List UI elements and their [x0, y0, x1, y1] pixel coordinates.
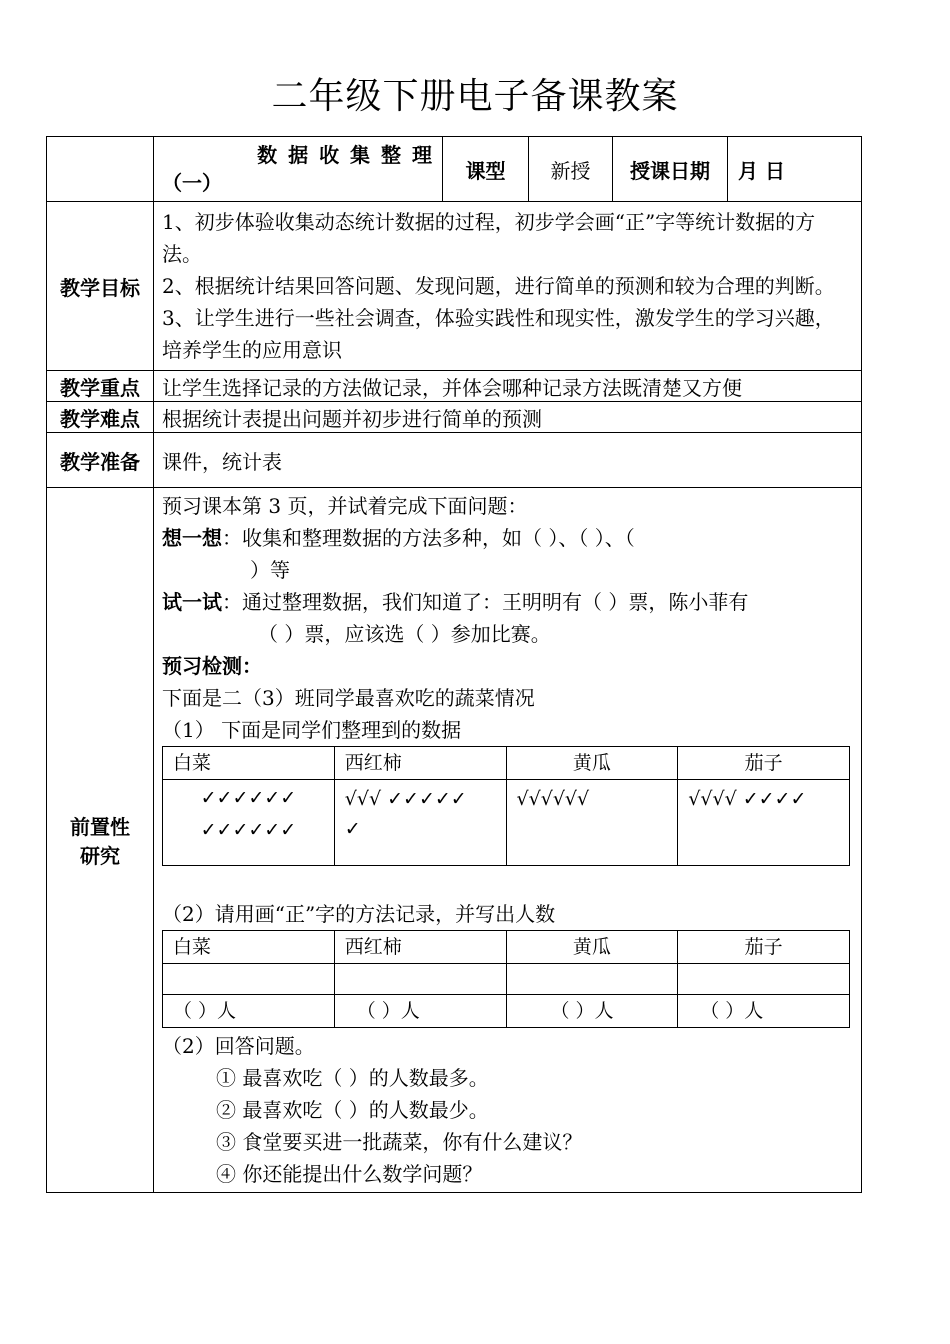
- tally-cucumber: √√√√√√: [506, 780, 678, 866]
- tally-cabbage-line1: ✓✓✓✓✓✓: [200, 787, 297, 809]
- preview-content: [154, 488, 862, 1193]
- tally-tomato-line2: ✓: [344, 818, 361, 840]
- check-label: 预习检测：: [162, 654, 262, 678]
- preview-label-line2: 研究: [80, 844, 120, 868]
- zheng-blank-eggplant: [678, 964, 850, 995]
- page-title: 二年级下册电子备课教案: [271, 76, 679, 117]
- objectives-content: [154, 202, 862, 371]
- lesson-title: 数 据 收 集 整 理: [257, 143, 434, 167]
- zheng-blank-tomato: [334, 964, 506, 995]
- tally-data-row: [163, 780, 850, 866]
- key-points-row: [47, 371, 862, 402]
- think-continued: ）等: [250, 558, 290, 582]
- veg-tomato: 西红柿: [334, 747, 506, 780]
- difficulties-label: 教学难点: [47, 402, 154, 433]
- zheng-blank-cabbage: [163, 964, 335, 995]
- question-1: （1） 下面是同学们整理到的数据: [162, 718, 462, 742]
- answer-1: ① 最喜欢吃（ ）的人数最多。: [216, 1066, 489, 1090]
- answer-4: ④ 你还能提出什么数学问题？: [216, 1162, 483, 1186]
- zheng-table: [162, 930, 850, 1028]
- count-cucumber: （ ）人: [506, 995, 678, 1028]
- spacer: [162, 866, 853, 898]
- key-points-label: 教学重点: [47, 371, 154, 402]
- preview-label: [47, 488, 154, 1193]
- zheng-blank-row: [163, 964, 850, 995]
- tally-cabbage-line2: ✓✓✓✓✓✓: [200, 819, 297, 841]
- objective-3: 3、让学生进行一些社会调查，体验实践性和现实性，激发学生的学习兴趣，培养学生的应用意识: [162, 306, 835, 362]
- lesson-subtitle: （一）: [162, 171, 222, 195]
- veg-eggplant: 茄子: [678, 747, 850, 780]
- try-label: 试一试: [162, 590, 222, 614]
- count-cabbage: （ ）人: [163, 995, 335, 1028]
- type-value: 新授: [529, 137, 613, 202]
- type-label: 课型: [443, 137, 529, 202]
- answer-2: ② 最喜欢吃（ ）的人数最少。: [216, 1098, 489, 1122]
- tally-eggplant: √√√√ ✓✓✓✓: [678, 780, 850, 866]
- zheng-veg-cucumber: 黄瓜: [506, 931, 678, 964]
- zheng-count-row: [163, 995, 850, 1028]
- objectives-label: 教学目标: [47, 202, 154, 371]
- tally-header-row: [163, 747, 850, 780]
- preparation-label: 教学准备: [47, 433, 154, 488]
- think-line: [162, 522, 853, 554]
- think-label: 想一想: [162, 526, 222, 550]
- veg-cucumber: 黄瓜: [506, 747, 678, 780]
- zheng-veg-tomato: 西红柿: [334, 931, 506, 964]
- difficulties-row: [47, 402, 862, 433]
- date-label: 授课日期: [613, 137, 728, 202]
- preview-row: [47, 488, 862, 1193]
- preparation-row: [47, 433, 862, 488]
- objectives-row: [47, 202, 862, 371]
- tally-tomato: [334, 780, 506, 866]
- think-text: ：收集和整理数据的方法多种，如（ ）、（ ）、（: [222, 526, 635, 550]
- try-line: [162, 586, 853, 618]
- objective-2: 2、根据统计结果回答问题、发现问题，进行简单的预测和较为合理的判断。: [162, 274, 835, 298]
- tally-cabbage: [163, 780, 335, 866]
- date-value: 月 日: [728, 137, 862, 202]
- veg-cabbage: 白菜: [163, 747, 335, 780]
- lesson-title-cell: [154, 137, 443, 202]
- zheng-header-row: [163, 931, 850, 964]
- objective-1: 1、初步体验收集动态统计数据的过程，初步学会画“正”字等统计数据的方法。: [162, 210, 816, 266]
- try-continued: （ ）票，应该选（ ）参加比赛。: [258, 622, 551, 646]
- tally-table: [162, 746, 850, 866]
- preparation-text: 课件，统计表: [154, 433, 862, 488]
- lesson-plan-table: [46, 136, 862, 1193]
- preview-description: 下面是二（3）班同学最喜欢吃的蔬菜情况: [162, 686, 535, 710]
- header-row: [47, 137, 862, 202]
- preview-label-line1: 前置性: [70, 815, 130, 839]
- preview-intro: 预习课本第 3 页，并试着完成下面问题：: [162, 494, 528, 518]
- count-tomato: （ ）人: [334, 995, 506, 1028]
- try-text: ：通过整理数据，我们知道了：王明明有（ ）票，陈小菲有: [222, 590, 749, 614]
- tally-tomato-line1: √√√ ✓✓✓✓✓: [344, 788, 467, 810]
- zheng-veg-cabbage: 白菜: [163, 931, 335, 964]
- question-3: （2）回答问题。: [162, 1034, 315, 1058]
- question-2: （2）请用画“正”字的方法记录，并写出人数: [162, 902, 556, 926]
- answer-3: ③ 食堂要买进一批蔬菜，你有什么建议？: [216, 1130, 583, 1154]
- count-eggplant: （ ）人: [678, 995, 850, 1028]
- zheng-blank-cucumber: [506, 964, 678, 995]
- difficulties-text: 根据统计表提出问题并初步进行简单的预测: [154, 402, 862, 433]
- zheng-veg-eggplant: 茄子: [678, 931, 850, 964]
- blank-label-cell: [47, 137, 154, 202]
- key-points-text: 让学生选择记录的方法做记录，并体会哪种记录方法既清楚又方便: [154, 371, 862, 402]
